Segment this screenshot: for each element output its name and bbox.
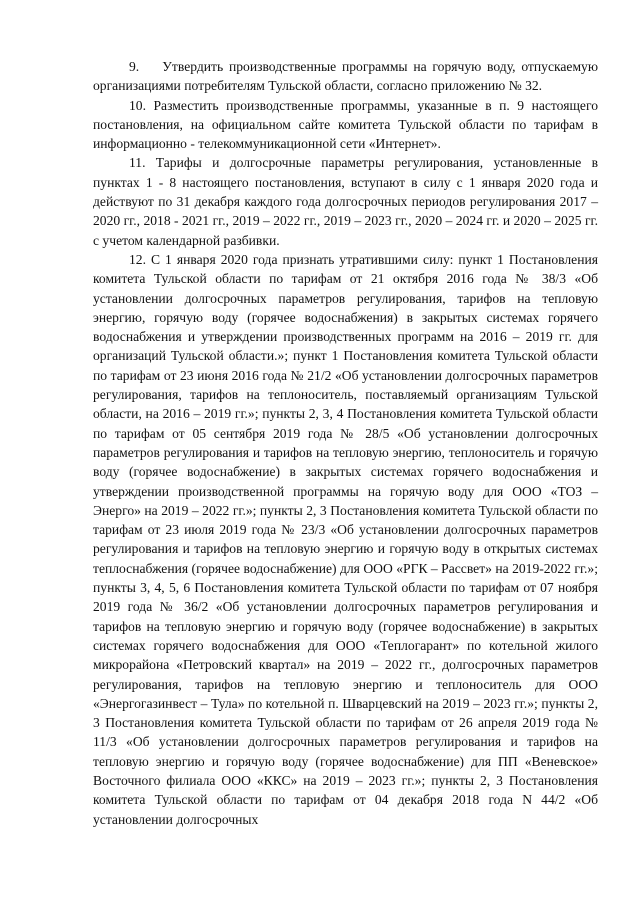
paragraph-10: 10. Разместить производственные программы, указанные в п. 9 настоящего постановления, на официальном сайте комитета Тульской области по тарифам в информационно - телекоммуникационной сети «Интернет». [93, 97, 598, 152]
paragraph-11: 11. Тарифы и долгосрочные параметры регулирования, установленные в пунктах 1 - 8 настоящего постановления, вступают в силу с 1 января 2020 года и действуют по 31 декабря каждого года долгосрочных периодов регулирования 2017 – 2020 гг., 2018 - 2021 гг., 2019 – 2022 гг., 2019 – 2023 гг., 2020 – 2024 гг. и 2020 – 2025 гг. с учетом календарной разбивки. [93, 155, 598, 248]
paragraph-9: 9. Утвердить производственные программы на горячую воду, отпускаемую организациями потребителям Тульской области, согласно приложению № 32. [93, 59, 598, 94]
paragraph-12: 12. С 1 января 2020 года признать утратившими силу: пункт 1 Постановления комитета Тульской области по тарифам от 21 октября 2016 года № 38/3 «Об установлении долгосрочных параметров регулирования, тарифов на тепловую энергию, горячую воду (горячее водоснабжения) в закрытых системах горячего водоснабжения и утверждении производственных программ на 2016 – 2019 гг. для организаций Тульской области.»; пункт 1 Постановления комитета Тульской области по тарифам от 23 июня 2016 года № 21/2 «Об установлении долгосрочных параметров регулирования, тарифов на теплоноситель, поставляемый организациям Тульской области, на 2016 – 2019 гг.»; пункты 2, 3, 4 Постановления комитета Тульской области по тарифам от 05 сентября 2019 года № 28/5 «Об установлении долгосрочных параметров регулирования и тарифов на тепловую энергию, теплоноситель и горячую воду (горячее водоснабжение) в закрытых системах горячего водоснабжения и утверждении производственной программы на горячую воду для ООО «ТОЗ – Энерго» на 2019 – 2022 гг.»; пункты 2, 3 Постановления комитета Тульской области по тарифам от 23 июля 2019 года № 23/3 «Об установлении долгосрочных параметров регулирования и тарифов на тепловую энергию и горячую воду в открытых системах теплоснабжения (горячее водоснабжение) для ООО «РГК – Рассвет» на 2019-2022 гг.»; пункты 3, 4, 5, 6 Постановления комитета Тульской области по тарифам от 07 ноября 2019 года № 36/2 «Об установлении долгосрочных параметров регулирования и тарифов на тепловую энергию и горячую воду (горячее водоснабжение) в закрытых системах горячего водоснабжения для ООО «Теплогарант» по котельной жилого микрорайона «Петровский квартал» на 2019 – 2022 гг., долгосрочных параметров регулирования, тарифов на тепловую энергию и теплоноситель для ООО «Энергогазинвест – Тула» по котельной п. Шварцевский на 2019 – 2023 гг.»; пункты 2, 3 Постановления комитета Тульской области по тарифам от 26 апреля 2019 года № 11/3 «Об установлении долгосрочных параметров регулирования и тарифов на тепловую энергию и горячую воду (горячее водоснабжение) для ПП «Веневское» Восточного филиала ООО «ККС» на 2019 – 2023 гг.»; пункты 2, 3 Постановления комитета Тульской области по тарифам от 04 декабря 2018 года N 44/2 «Об установлении долгосрочных [93, 251, 598, 827]
